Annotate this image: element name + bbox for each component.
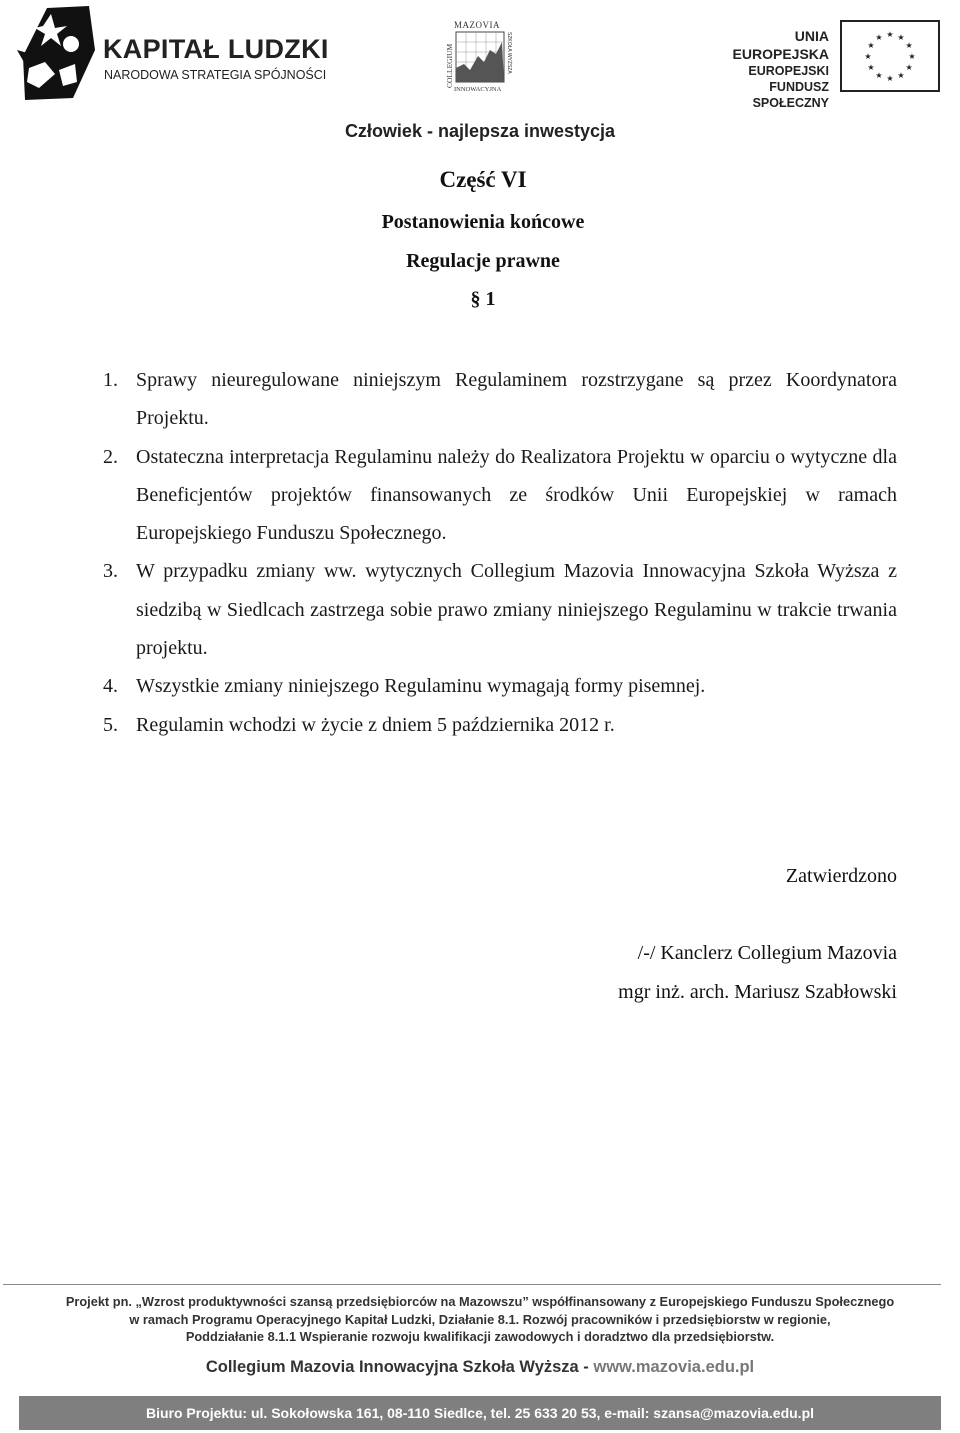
eu-star-icon: ★: [875, 71, 883, 81]
list-item: [103, 706, 897, 744]
approved-label: Zatwierdzono: [785, 865, 897, 887]
section-title: Postanowienia końcowe: [381, 211, 585, 233]
eu-star-icon: ★: [897, 71, 905, 81]
collegium-innov-label: INNOWACYJNA: [454, 86, 502, 92]
eu-line1: UNIA EUROPEJSKA: [732, 28, 829, 62]
list-item: [103, 361, 897, 438]
footer-divider: [3, 1284, 941, 1285]
eu-star-icon: ★: [886, 30, 894, 39]
item-text: W przypadku zmiany ww. wytycznych Collegium Mazovia Innowacyjna Szkoła Wyższa z siedzibą w Siedlcach zastrzega sobie prawo zmiany niniejszego Regulaminu w trakcie trwania projektu.: [136, 560, 897, 660]
slogan: Człowiek - najlepsza inwestycja: [344, 121, 616, 141]
collegium-name-label: COLLEGIUM: [445, 43, 454, 88]
kapital-ludzki-emblem-icon: [15, 4, 97, 104]
item-text: Regulamin wchodzi w życie z dniem 5 października 2012 r.: [136, 713, 615, 736]
eu-star-icon: ★: [905, 63, 913, 72]
eu-efs-logo: [695, 20, 945, 110]
signature-name: mgr inż. arch. Mariusz Szabłowski: [618, 981, 897, 1003]
document-header: [0, 0, 960, 115]
collegium-school-label: SZKOŁA WYŻSZA: [506, 32, 512, 74]
eu-flag-icon: [840, 20, 940, 92]
collegium-mazovia-label: MAZOVIA: [454, 20, 500, 30]
part-title: Część VI: [439, 167, 527, 192]
eu-star-icon: ★: [875, 32, 883, 42]
item-text: Wszystkie zmiany niniejszego Regulaminu wymagają formy pisemnej.: [136, 675, 706, 698]
eu-line2: EUROPEJSKI: [748, 64, 829, 78]
footer-website-link[interactable]: www.mazovia.edu.pl: [593, 1358, 755, 1376]
list-item: [103, 667, 897, 705]
footer-line1: Projekt pn. „Wzrost produktywności szansą przedsiębiorców na Mazowszu” współfinansowany z Europejskiego Funduszu Społecznego: [65, 1294, 895, 1309]
eu-star-icon: ★: [908, 52, 916, 61]
provisions-list: [103, 361, 897, 744]
item-number: 4.: [103, 675, 118, 698]
item-number: 3.: [103, 560, 118, 583]
footer-project-info: [0, 1293, 960, 1346]
footer-office-bar: Biuro Projektu: ul. Sokołowska 161, 08-110 Siedlce, tel. 25 633 20 53, e-mail: szansa@mazovia.edu.pl: [19, 1396, 941, 1430]
footer-institution: [0, 1358, 960, 1377]
eu-star-icon: ★: [897, 32, 905, 42]
list-item: [103, 438, 897, 553]
eu-star-icon: ★: [867, 41, 875, 50]
item-text: Ostateczna interpretacja Regulaminu należy do Realizatora Projektu w oparciu o wytyczne dla Beneficjentów projektów finansowanych ze środków Unii Europejskiej w ramach Europejskiego Funduszu Społecznego.: [136, 445, 897, 545]
kapital-ludzki-logo: [15, 4, 335, 104]
item-number: 5.: [103, 713, 118, 736]
kapital-ludzki-title: KAPITAŁ LUDZKI: [103, 34, 329, 64]
eu-star-icon: ★: [864, 52, 872, 61]
eu-star-icon: ★: [905, 41, 913, 50]
list-item: [103, 552, 897, 667]
item-number: 1.: [103, 369, 118, 391]
footer-line3: Poddziałanie 8.1.1 Wspieranie rozwoju kwalifikacji zawodowych i doradztwo dla przedsiębiorstw.: [185, 1329, 775, 1344]
eu-star-icon: ★: [867, 63, 875, 72]
section-subtitle: Regulacje prawne: [406, 250, 560, 272]
eu-star-icon: ★: [886, 74, 894, 83]
collegium-mazovia-logo-icon: [444, 20, 520, 92]
item-number: 2.: [103, 445, 118, 468]
signature-title: /-/ Kanclerz Collegium Mazovia: [637, 942, 897, 964]
footer-institution-name: Collegium Mazovia Innowacyjna Szkoła Wyższa -: [205, 1358, 594, 1376]
item-text: Sprawy nieuregulowane niniejszym Regulaminem rozstrzygane są przez Koordynatora Projektu.: [136, 369, 897, 430]
paragraph-mark: § 1: [470, 288, 496, 310]
eu-line3: FUNDUSZ SPOŁECZNY: [752, 80, 829, 110]
kapital-ludzki-subtitle: NARODOWA STRATEGIA SPÓJNOŚCI: [104, 68, 327, 82]
footer-line2: w ramach Programu Operacyjnego Kapitał Ludzki, Działanie 8.1. Rozwój pracowników i przedsiębiorstw w regionie,: [129, 1311, 831, 1327]
